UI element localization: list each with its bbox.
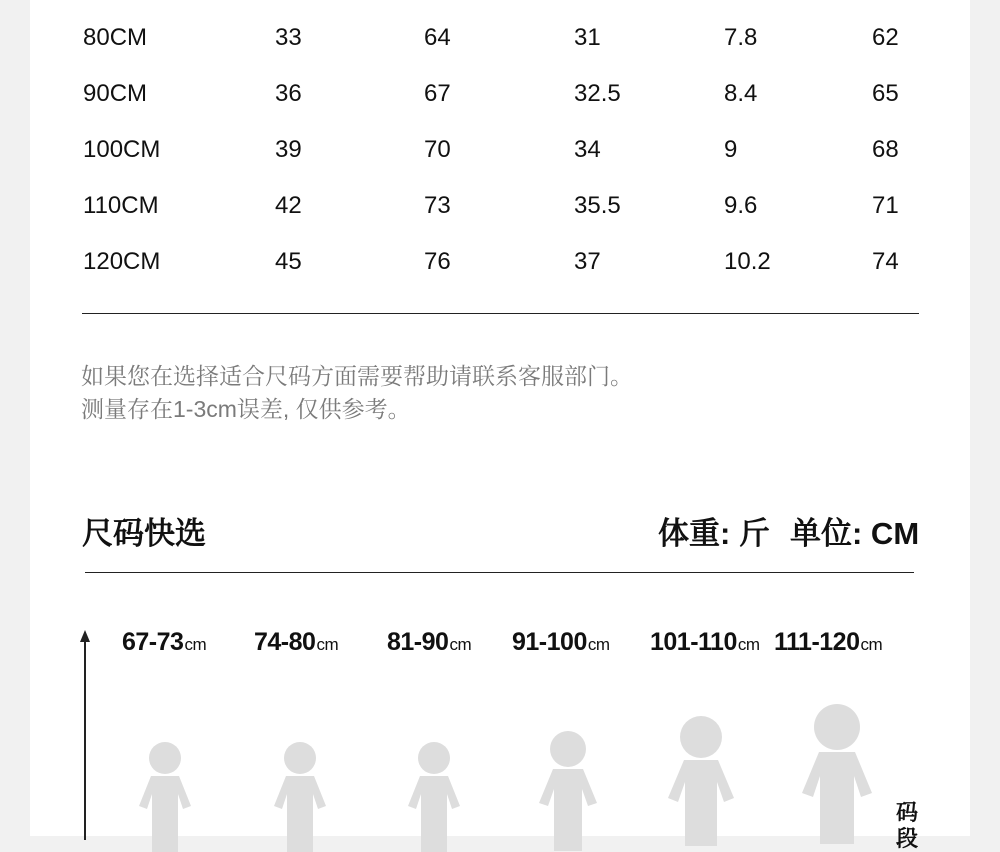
table-cell: 70 <box>424 136 451 163</box>
range-label: 81-90cm <box>387 628 472 656</box>
table-divider <box>82 313 919 314</box>
table-row <box>83 136 919 176</box>
table-cell: 45 <box>275 248 302 275</box>
table-cell: 74 <box>872 248 899 275</box>
table-row <box>83 248 919 288</box>
table-row <box>83 192 919 232</box>
help-note: 如果您在选择适合尺码方面需要帮助请联系客服部门。 <box>81 363 633 389</box>
section-divider <box>85 572 914 573</box>
child-figure-icon <box>270 742 330 852</box>
table-cell: 76 <box>424 248 451 275</box>
child-figure-icon <box>135 742 195 852</box>
table-cell: 120CM <box>83 248 161 275</box>
table-cell: 100CM <box>83 136 161 163</box>
table-cell: 9.6 <box>724 192 758 219</box>
table-row <box>83 80 919 120</box>
table-cell: 64 <box>424 24 451 51</box>
table-cell: 67 <box>424 80 451 107</box>
table-cell: 36 <box>275 80 302 107</box>
weight-unit-label: 体重: 斤 <box>658 516 770 551</box>
table-cell: 37 <box>574 248 601 275</box>
table-cell: 73 <box>424 192 451 219</box>
size-range-label: 码段 <box>896 800 919 851</box>
table-cell: 31 <box>574 24 601 51</box>
table-cell: 65 <box>872 80 899 107</box>
child-figure-icon <box>797 704 877 844</box>
range-label: 111-120cm <box>774 628 883 656</box>
table-cell: 7.8 <box>724 24 758 51</box>
table-cell: 33 <box>275 24 302 51</box>
child-figure-icon <box>663 716 739 846</box>
table-cell: 42 <box>275 192 302 219</box>
table-cell: 80CM <box>83 24 148 51</box>
range-label: 91-100cm <box>512 628 610 656</box>
table-cell: 39 <box>275 136 302 163</box>
size-chart-card <box>30 0 970 851</box>
table-cell: 32.5 <box>574 80 621 107</box>
child-figure-icon <box>535 731 601 851</box>
range-label: 67-73cm <box>122 628 207 656</box>
table-cell: 9 <box>724 136 738 163</box>
table-cell: 8.4 <box>724 80 758 107</box>
table-cell: 71 <box>872 192 899 219</box>
table-cell: 62 <box>872 24 899 51</box>
measurement-note: 测量存在1-3cm误差, 仅供参考。 <box>81 396 411 422</box>
quick-select-title: 尺码快选 <box>82 516 206 551</box>
table-cell: 110CM <box>83 192 159 219</box>
table-cell: 90CM <box>83 80 148 107</box>
table-row <box>83 24 919 64</box>
table-cell: 35.5 <box>574 192 621 219</box>
table-cell: 34 <box>574 136 601 163</box>
child-figure-icon <box>404 742 464 852</box>
table-cell: 68 <box>872 136 899 163</box>
length-unit-label: 单位: CM <box>790 516 920 551</box>
table-cell: 10.2 <box>724 248 771 275</box>
range-label: 101-110cm <box>650 628 760 656</box>
range-label: 74-80cm <box>254 628 339 656</box>
height-axis <box>84 640 86 840</box>
